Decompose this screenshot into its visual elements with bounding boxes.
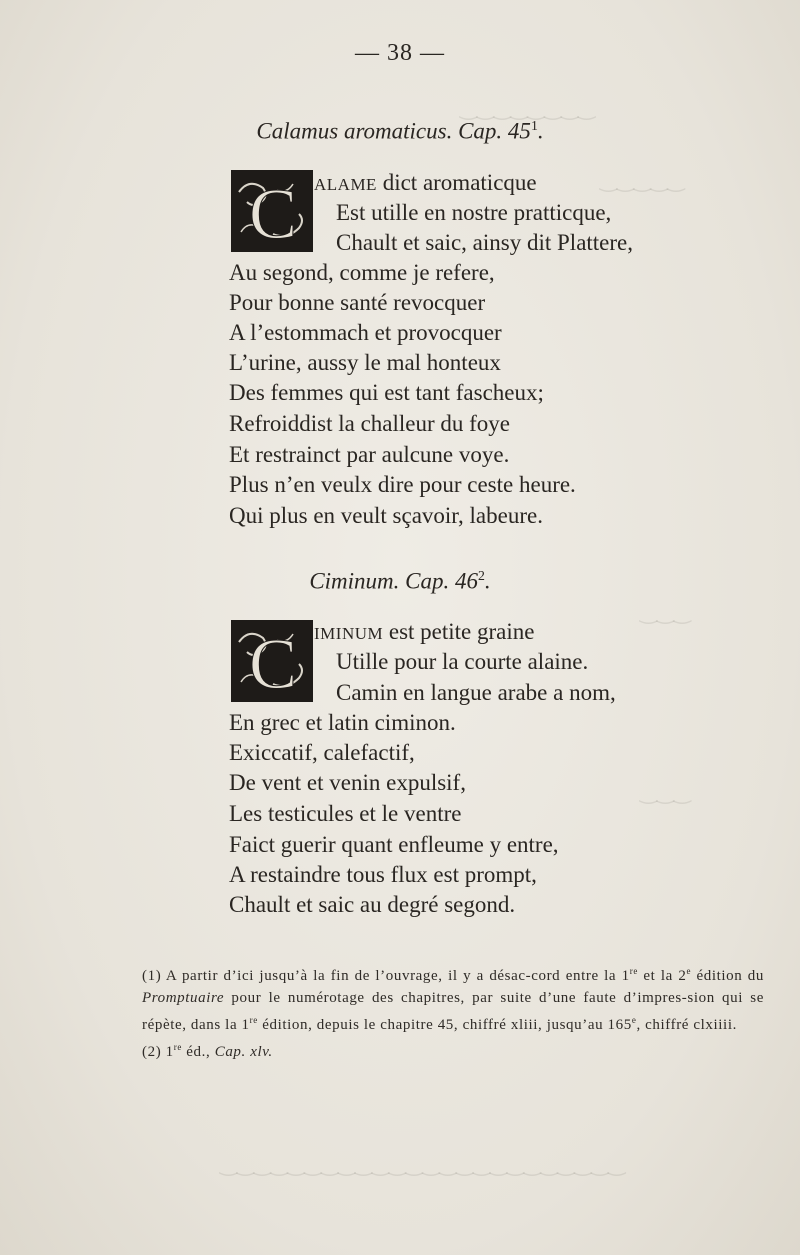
footnote-2 bbox=[142, 1036, 764, 1063]
verse-line: Camin en langue arabe a nom, bbox=[336, 680, 616, 705]
chapter-title-text: Calamus aromaticus. Cap. 45 bbox=[256, 118, 531, 144]
footnote-text: édition du bbox=[691, 968, 765, 984]
chapter-title-text: Ciminum. Cap. 46 bbox=[309, 568, 479, 594]
chapter-title bbox=[0, 568, 800, 595]
first-word-caps: ALAME bbox=[314, 175, 377, 194]
superscript: e bbox=[686, 966, 692, 976]
ornamental-initial bbox=[231, 170, 313, 252]
verse-line: Des femmes qui est tant fascheux; bbox=[229, 380, 544, 405]
verse-line: De vent et venin expulsif, bbox=[229, 770, 466, 795]
ornamental-initial bbox=[231, 620, 313, 702]
verse-line: Exiccatif, calefactif, bbox=[229, 740, 415, 765]
footnote-ref: 1 bbox=[530, 118, 538, 133]
footnote-text: éd., bbox=[181, 1044, 215, 1060]
verse-line: Au segond, comme je refere, bbox=[229, 260, 495, 285]
footnotes bbox=[142, 960, 764, 1063]
chapter-title bbox=[0, 118, 800, 145]
verse-line: A l’estommach et provocquer bbox=[229, 320, 502, 345]
verse-line: Et restrainct par aulcune voye. bbox=[229, 442, 510, 467]
superscript: re bbox=[173, 1042, 182, 1052]
show-through-text: ‿‿‿ bbox=[640, 600, 691, 624]
footnote-text: et la 2 bbox=[637, 968, 687, 984]
verse-line-first bbox=[314, 168, 537, 200]
verse-line: Les testicules et le ventre bbox=[229, 801, 462, 826]
ornamental-initial-c-icon bbox=[233, 622, 311, 700]
superscript: e bbox=[631, 1015, 637, 1025]
footnote-text: pour le numérotage des chapitres, par suite d’une faute d’impres-sion qui se répète, dans la 1 bbox=[142, 990, 764, 1033]
verse-line: Pour bonne santé revocquer bbox=[229, 290, 486, 315]
first-line-rest: est petite graine bbox=[383, 619, 535, 644]
chapter-title-end: . bbox=[484, 568, 491, 594]
verse-line: Utille pour la courte alaine. bbox=[336, 649, 589, 674]
verse-line: Chault et saic, ainsy dit Plattere, bbox=[336, 230, 634, 255]
svg-text:C: C bbox=[248, 624, 298, 700]
footnote-text: (2) 1 bbox=[142, 1044, 174, 1060]
verse-line: En grec et latin ciminon. bbox=[229, 710, 456, 735]
verse-line: Est utille en nostre pratticque, bbox=[336, 200, 612, 225]
first-line-rest: dict aromaticque bbox=[376, 170, 537, 195]
verse-line: A restaindre tous flux est prompt, bbox=[229, 862, 537, 887]
chapter-title-end: . bbox=[537, 118, 544, 144]
footnote-text: édition, depuis le chapitre 45, chiffré xliii, jusqu’au 165 bbox=[257, 1017, 632, 1033]
show-through-text: ‿‿‿‿‿ bbox=[600, 168, 685, 192]
verse-line: Plus n’en veulx dire pour ceste heure. bbox=[229, 472, 576, 497]
page-number: — 38 — bbox=[355, 40, 445, 66]
show-through-text: ‿‿‿ bbox=[640, 780, 691, 804]
verse-line: Refroiddist la challeur du foye bbox=[229, 411, 511, 436]
chapter-reference: Cap. xlv. bbox=[214, 1044, 273, 1060]
verse-line: Qui plus en veult sçavoir, labeure. bbox=[229, 503, 543, 528]
ornamental-initial-c-icon bbox=[233, 172, 311, 250]
show-through-text: ‿‿‿‿‿‿‿‿‿‿‿‿‿‿‿‿‿‿‿‿‿‿‿‿ bbox=[220, 1152, 626, 1176]
show-through-text: ‿‿‿‿‿‿‿‿ bbox=[460, 96, 596, 120]
book-title: Promptuaire bbox=[142, 990, 225, 1006]
verse-line: Faict guerir quant enfleume y entre, bbox=[229, 832, 559, 857]
footnote-1 bbox=[142, 960, 764, 1036]
verse-line-first bbox=[314, 617, 534, 649]
verse-line: L’urine, aussy le mal honteux bbox=[229, 350, 501, 375]
footnote-ref: 2 bbox=[478, 568, 485, 583]
footnote-text: (1) A partir d’ici jusqu’à la fin de l’ouvrage, il y a désac-cord entre la 1 bbox=[142, 968, 630, 984]
first-word-caps: IMINUM bbox=[314, 624, 384, 643]
footnote-text: , chiffré clxiiii. bbox=[636, 1017, 737, 1033]
verse-line: Chault et saic au degré segond. bbox=[229, 892, 516, 917]
svg-text:C: C bbox=[248, 174, 298, 250]
superscript: re bbox=[249, 1015, 258, 1025]
superscript: re bbox=[629, 966, 638, 976]
